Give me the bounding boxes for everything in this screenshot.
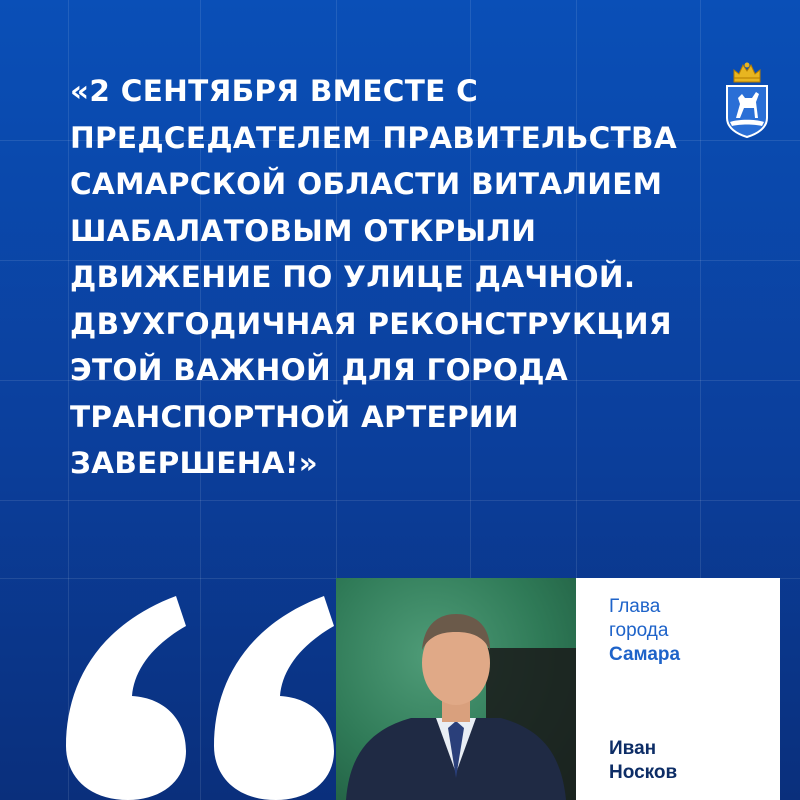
job-title-line: города — [609, 620, 669, 641]
quote-line: ДВУХГОДИЧНАЯ РЕКОНСТРУКЦИЯ — [70, 306, 672, 341]
job-title — [609, 595, 668, 643]
quote-line: ДВИЖЕНИЕ ПО УЛИЦЕ ДАЧНОЙ. — [70, 260, 636, 294]
quote-text — [70, 68, 710, 487]
city-name: Самара — [609, 644, 681, 665]
quote-line: «2 СЕНТЯБРЯ ВМЕСТЕ С — [70, 74, 479, 108]
quote-line: САМАРСКОЙ ОБЛАСТИ ВИТАЛИЕМ — [70, 167, 663, 201]
opening-quotation-mark-icon — [66, 586, 334, 800]
quote-line: ЗАВЕРШЕНА!» — [70, 446, 318, 480]
samara-coat-of-arms-icon — [722, 56, 772, 138]
quote-line: ПРЕДСЕДАТЕЛЕМ ПРАВИТЕЛЬСТВА — [70, 120, 677, 155]
person-portrait — [336, 578, 576, 800]
quote-line: ШАБАЛАТОВЫМ ОТКРЫЛИ — [70, 213, 537, 248]
portrait-photo — [336, 578, 576, 800]
first-name: Иван — [609, 738, 657, 759]
person-name — [609, 737, 677, 785]
quote-line: ЭТОЙ ВАЖНОЙ ДЛЯ ГОРОДА — [70, 353, 569, 387]
quote-line: ТРАНСПОРТНОЙ АРТЕРИИ — [70, 399, 519, 434]
last-name: Носков — [609, 762, 678, 783]
caption-panel — [576, 578, 780, 800]
grid-line — [0, 500, 800, 501]
job-title-line: Глава — [609, 596, 661, 617]
